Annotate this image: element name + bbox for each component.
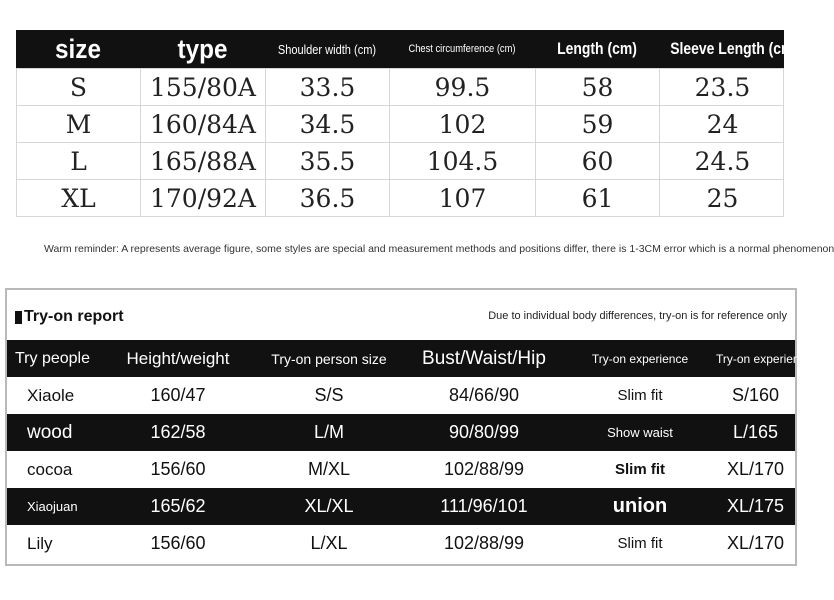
cell-person-size: M/XL xyxy=(307,459,350,479)
cell-bust-waist-hip: 111/96/101 xyxy=(440,496,528,516)
cell-size-height: XL/175 xyxy=(726,496,785,516)
cell-shoulder: 33.5 xyxy=(266,69,390,105)
cell-size: XL xyxy=(17,180,141,216)
cell-length: 60 xyxy=(536,143,660,179)
cell-height-weight: 156/60 xyxy=(150,459,206,479)
try-on-header xyxy=(7,340,813,377)
cell-bust-waist-hip: 90/80/99 xyxy=(448,422,520,442)
cell-chest: 99.5 xyxy=(390,69,536,105)
cell-experience: Slim fit xyxy=(617,387,663,404)
report-title xyxy=(15,308,124,326)
header-experience: Try-on experience xyxy=(591,351,689,366)
cell-shoulder: 36.5 xyxy=(266,180,390,216)
cell-length: 59 xyxy=(536,106,660,142)
cell-person-size: S/S xyxy=(314,385,344,405)
cell-chest: 107 xyxy=(390,180,536,216)
cell-experience: Slim fit xyxy=(614,461,665,478)
try-on-report xyxy=(5,288,813,566)
header-type: type xyxy=(177,33,228,64)
header-chest: Chest circumference (cm) xyxy=(408,43,516,55)
report-note: Due to individual body differences, try-on is for reference only xyxy=(488,310,787,322)
cell-person-size: L/M xyxy=(313,422,344,442)
cell-person: Lily xyxy=(27,533,53,553)
cell-size-height: L/165 xyxy=(732,422,779,442)
cell-shoulder: 34.5 xyxy=(266,106,390,142)
cell-person: cocoa xyxy=(27,459,73,479)
cell-height-weight: 162/58 xyxy=(150,422,206,442)
cell-size: M xyxy=(17,106,141,142)
header-size: size xyxy=(55,33,101,64)
cell-shoulder: 35.5 xyxy=(266,143,390,179)
header-length: Length (cm) xyxy=(557,39,637,58)
cell-person-size: L/XL xyxy=(310,533,348,553)
table-row xyxy=(17,105,783,142)
cell-type: 155/80A xyxy=(141,69,266,105)
cell-person: Xiaojuan xyxy=(27,499,78,514)
cell-size-height: S/160 xyxy=(731,385,780,405)
cell-size-height: XL/170 xyxy=(726,459,785,479)
try-on-table xyxy=(7,340,813,562)
table-row xyxy=(7,451,795,488)
table-row xyxy=(17,68,783,105)
size-chart xyxy=(16,30,799,217)
cell-person-size: XL/XL xyxy=(304,496,354,516)
table-row xyxy=(7,488,795,525)
cell-height-weight: 165/62 xyxy=(150,496,206,516)
cell-person: wood xyxy=(27,421,73,443)
warm-reminder: Warm reminder: A represents average figure, some styles are special and measurement methods and positions differ, there is 1-3CM error which is a normal phenomenon xyxy=(44,243,834,255)
title-marker-icon xyxy=(15,311,22,324)
cell-type: 160/84A xyxy=(141,106,266,142)
cell-sleeve: 24.5 xyxy=(694,146,751,176)
cell-length: 61 xyxy=(536,180,660,216)
table-row xyxy=(17,179,783,216)
cell-sleeve: 23.5 xyxy=(694,72,751,102)
report-title-text: Try-on report xyxy=(24,308,124,325)
cell-size: L xyxy=(17,143,141,179)
cell-experience: Show waist xyxy=(607,425,673,440)
cell-type: 170/92A xyxy=(141,180,266,216)
cell-experience: Slim fit xyxy=(617,535,663,552)
header-height-weight: Height/weight xyxy=(126,348,230,368)
table-row xyxy=(17,142,783,179)
size-chart-body xyxy=(16,68,784,217)
header-try-people: Try people xyxy=(15,349,90,367)
header-shoulder-width: Shoulder width (cm) xyxy=(277,41,377,57)
cell-type: 165/88A xyxy=(141,143,266,179)
cell-bust-waist-hip: 84/66/90 xyxy=(448,385,520,405)
table-row xyxy=(7,414,795,451)
table-row xyxy=(7,525,795,562)
header-experience-2: Try-on experience xyxy=(716,351,813,366)
cell-chest: 104.5 xyxy=(390,143,536,179)
cell-height-weight: 156/60 xyxy=(150,533,206,553)
cell-chest: 102 xyxy=(390,106,536,142)
cell-size: S xyxy=(17,69,141,105)
cell-bust-waist-hip: 102/88/99 xyxy=(443,459,525,479)
cell-height-weight: 160/47 xyxy=(150,385,206,405)
cell-person: Xiaole xyxy=(27,385,75,405)
header-person-size: Try-on person size xyxy=(271,350,387,367)
cell-length: 58 xyxy=(536,69,660,105)
cell-sleeve: 24 xyxy=(706,109,739,139)
size-chart-header xyxy=(16,30,799,68)
table-row xyxy=(7,377,795,414)
header-bust-waist-hip: Bust/Waist/Hip xyxy=(422,347,546,369)
header-sleeve-length: Sleeve Length (cm) xyxy=(670,39,799,58)
cell-bust-waist-hip: 102/88/99 xyxy=(443,533,525,553)
cell-experience: union xyxy=(612,495,668,517)
cell-size-height: XL/170 xyxy=(726,533,785,553)
cell-sleeve: 25 xyxy=(706,183,739,213)
